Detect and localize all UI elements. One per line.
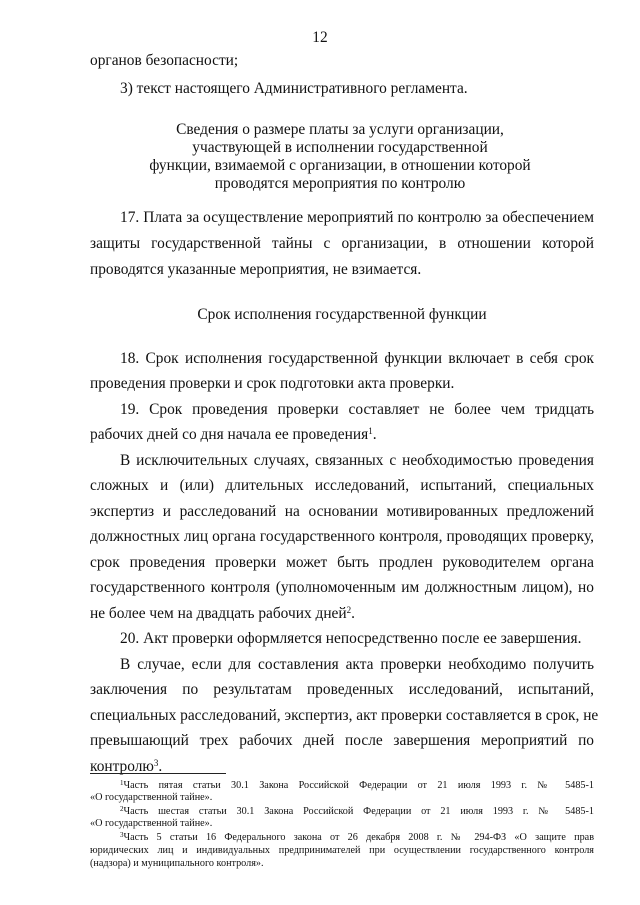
footnote-3: юридических лиц и индивидуальных предпринимателей при осуществлении государственного контроля [90,845,594,856]
paragraph-17: 17. Плата за осуществление мероприятий по контролю за обеспечением [120,209,594,226]
paragraph-exception: экспертиз и расследований на основании мотивированных предложений [90,503,594,520]
paragraph-conclusion: контролю$^3$. [90,758,163,775]
footnote-ref: 3 [153,758,159,768]
paragraph-20: 20. Акт проверки оформляется непосредственно после ее завершения. [120,630,582,647]
paragraph-exception: срок проведения проверки может быть продлен руководителем органа [90,554,594,571]
paragraph-19: рабочих дней со дня начала ее проведения$^1$. [90,426,377,443]
paragraph-18: 18. Срок исполнения государственной функции включает в себя срок [120,350,594,367]
footnote-1: «О государственной тайне». [90,792,213,803]
paragraph-exception: не более чем на двадцать рабочих дней$^2$. [90,605,355,622]
footnote-1: $^1$Часть пятая статьи 30.1 Закона Российской Федерации от 21 июля 1993 г. № 5485-1 [120,779,594,791]
section-heading-term: Срок исполнения государственной функции [197,306,487,323]
section-heading-fee: проводятся мероприятия по контролю [214,175,466,192]
section-heading-fee: Сведения о размере платы за услуги организации, [176,121,504,138]
paragraph-exception: сложных и (или) длительных исследований, испытаний, специальных [90,477,594,494]
paragraph-17: проводятся указанные мероприятия, не взимается. [90,261,422,278]
list-item-3: 3) текст настоящего Административного регламента. [120,80,468,97]
page-number: 12 [312,29,328,46]
footnote-2: «О государственной тайне». [90,818,213,829]
paragraph-conclusion: специальных расследований, экспертиз, акт проверки составляется в срок, не [90,707,599,724]
footnote-2: $^2$Часть шестая статьи 30.1 Закона Российской Федерации от 21 июля 1993 г. № 5485-1 [120,805,594,817]
section-heading-fee: функции, взимаемой с организации, в отношении которой [149,157,531,174]
paragraph-exception: В исключительных случаях, связанных с необходимостью проведения [120,452,594,469]
footnote-ref: 1 [368,426,373,436]
section-heading-fee: участвующей в исполнении государственной [192,139,488,156]
paragraph-17: защиты государственной тайны с организации, в отношении которой [90,235,594,252]
footnote-ref: 2 [346,605,352,615]
paragraph-conclusion: заключения по результатам проведенных исследований, испытаний, [90,681,594,698]
paragraph-18: проведения проверки и срок подготовки акта проверки. [90,375,455,392]
footnote-separator [90,773,226,774]
paragraph-conclusion: превышающий трех рабочих дней после завершения мероприятий по [90,732,594,749]
footnote-3: (надзора) и муниципального контроля». [90,858,264,869]
text-line: органов безопасности; [90,52,239,69]
footnote-3: $^3$Часть 5 статьи 16 Федерального закона от 26 декабря 2008 г. № 294-ФЗ «О защите прав [120,831,594,843]
paragraph-exception: государственного контроля (уполномоченным им должностным лицом), но [90,579,594,596]
paragraph-exception: должностных лиц органа государственного контроля, проводящих проверку, [90,528,594,545]
paragraph-conclusion: В случае, если для составления акта проверки необходимо получить [120,656,594,673]
paragraph-19: 19. Срок проведения проверки составляет не более чем тридцать [120,401,594,418]
